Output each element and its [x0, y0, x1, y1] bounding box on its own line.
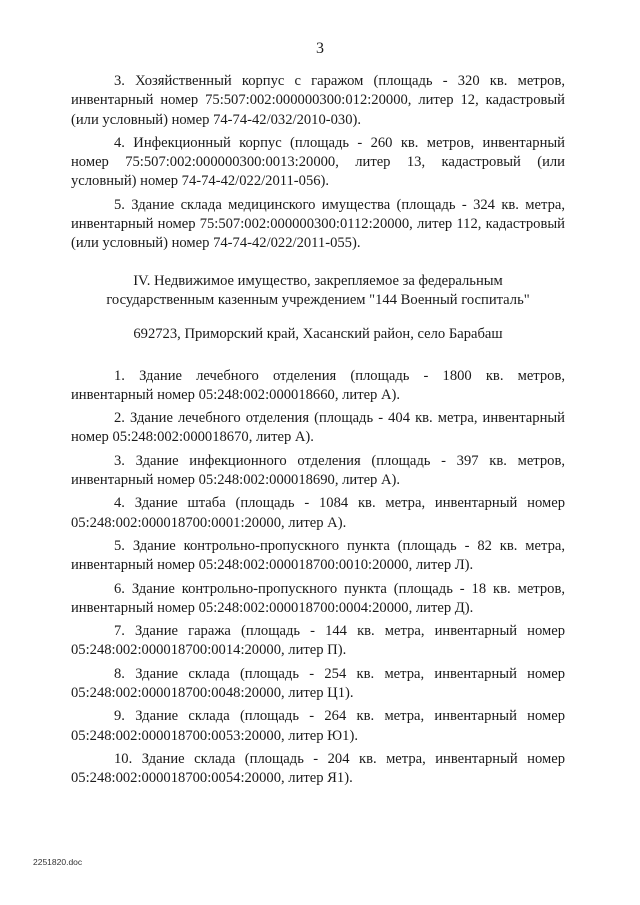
list-item: 7. Здание гаража (площадь - 144 кв. метра, инвентарный номер 05:248:002:000018700:0014:20000, литер П).	[71, 623, 565, 659]
list-item: 4. Здание штаба (площадь - 1084 кв. метра, инвентарный номер 05:248:002:000018700:0001:20000, литер А).	[71, 495, 565, 531]
page-number: 3	[316, 40, 324, 57]
location-line: 692723, Приморский край, Хасанский район, село Барабаш	[133, 326, 503, 343]
section-heading	[71, 272, 565, 311]
list-item: 1. Здание лечебного отделения (площадь - 1800 кв. метров, инвентарный номер 05:248:002:000018660, литер А).	[71, 367, 565, 403]
list-item: 6. Здание контрольно-пропускного пункта (площадь - 18 кв. метров, инвентарный номер 05:248:002:000018700:0004:20000, литер Д).	[71, 580, 565, 616]
list-item: 3. Хозяйственный корпус с гаражом (площадь - 320 кв. метров, инвентарный номер 75:507:002:000000300:012:20000, литер 12, кадастровый (или условный) номер 74-74-42/032/2010-030).	[71, 73, 565, 128]
list-item: 5. Здание склада медицинского имущества (площадь - 324 кв. метра, инвентарный номер 75:507:002:000000300:0112:20000, литер 112, кадастровый (или условный) номер 74-74-42/022/2011-055).	[71, 196, 565, 252]
list-item: 5. Здание контрольно-пропускного пункта (площадь - 82 кв. метра, инвентарный номер 05:248:002:000018700:0010:20000, литер Л).	[71, 537, 565, 574]
list-item: 2. Здание лечебного отделения (площадь - 404 кв. метра, инвентарный номер 05:248:002:000018670, литер А).	[71, 410, 565, 446]
file-name-footer: 2251820.doc	[33, 857, 83, 867]
document-body	[71, 72, 565, 793]
list-item: 4. Инфекционный корпус (площадь - 260 кв. метров, инвентарный номер 75:507:002:000000300:0013:20000, литер 13, кадастровый (или условный) номер 74-74-42/022/2011-056).	[71, 134, 565, 190]
section-heading-line-2: государственным казенным учреждением "144 Военный госпиталь"	[106, 291, 530, 308]
list-item: 3. Здание инфекционного отделения (площадь - 397 кв. метров, инвентарный номер 05:248:002:000018690, литер А).	[71, 452, 565, 489]
list-item: 10. Здание склада (площадь - 204 кв. метра, инвентарный номер 05:248:002:000018700:0054:20000, литер Я1).	[71, 750, 565, 787]
list-item: 8. Здание склада (площадь - 254 кв. метра, инвентарный номер 05:248:002:000018700:0048:20000, литер Ц1).	[71, 665, 565, 702]
list-item: 9. Здание склада (площадь - 264 кв. метра, инвентарный номер 05:248:002:000018700:0053:20000, литер Ю1).	[71, 708, 565, 744]
section-heading-line-1: IV. Недвижимое имущество, закрепляемое за федеральным	[133, 272, 503, 289]
